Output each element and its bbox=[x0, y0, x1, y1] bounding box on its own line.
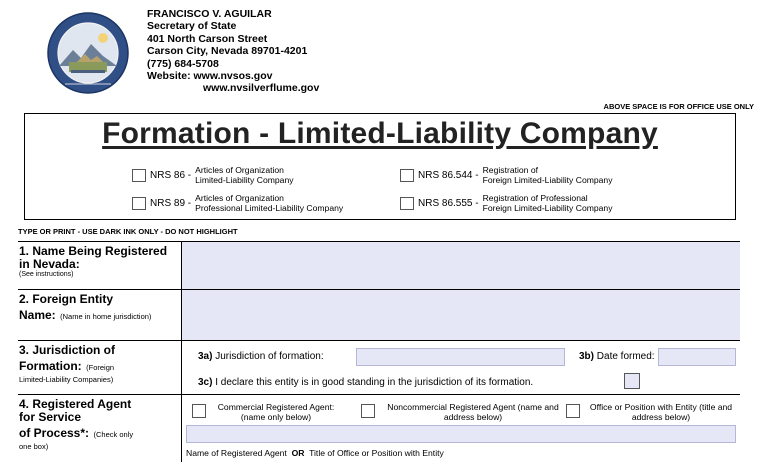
nrs-86-description bbox=[195, 165, 293, 185]
option-nrs-86-544[interactable] bbox=[400, 165, 613, 185]
good-standing-checkbox[interactable] bbox=[624, 373, 640, 389]
nrs-86-555-code: NRS 86.555 - bbox=[418, 197, 479, 209]
item-3b-number: 3b) bbox=[579, 351, 594, 362]
section-3-title: 3. Jurisdiction of bbox=[19, 343, 116, 357]
secretary-name: FRANCISCO V. AGUILAR bbox=[147, 8, 272, 20]
caption-or: OR bbox=[291, 448, 305, 458]
item-3c-number: 3c) bbox=[198, 377, 213, 388]
foreign-entity-name-field[interactable] bbox=[182, 290, 740, 340]
section-2-title-2: Name: bbox=[19, 308, 56, 322]
caption-agent-name: Name of Registered Agent bbox=[186, 448, 287, 458]
nrs-86-544-description bbox=[483, 165, 613, 185]
nrs-89-checkbox[interactable] bbox=[132, 197, 146, 210]
nrs-86-checkbox[interactable] bbox=[132, 169, 146, 182]
section-1-label bbox=[18, 242, 182, 289]
nrs-86-line2: Limited-Liability Company bbox=[195, 175, 294, 185]
nrs-89-line2: Professional Limited-Liability Company bbox=[195, 203, 344, 213]
section-4-title: 4. Registered Agent for Service bbox=[19, 397, 132, 424]
office-position-checkbox[interactable] bbox=[566, 404, 580, 418]
date-formed-label bbox=[579, 351, 655, 362]
form-title-box bbox=[24, 113, 736, 220]
date-formed-input[interactable] bbox=[658, 348, 736, 366]
nrs-86-code: NRS 86 - bbox=[150, 169, 192, 181]
entity-name-field[interactable] bbox=[182, 242, 740, 289]
caption-title-of-office: Title of Office or Position with Entity bbox=[309, 448, 444, 458]
website-line-2: www.nvsilverflume.gov bbox=[203, 82, 320, 95]
section-3-note-a: (Foreign bbox=[86, 363, 115, 372]
section-2-title: 2. Foreign Entity bbox=[19, 292, 114, 306]
secretary-of-state-header bbox=[147, 8, 319, 95]
jurisdiction-label bbox=[198, 351, 324, 362]
option-nrs-89[interactable] bbox=[132, 193, 343, 213]
section-3-row bbox=[18, 340, 740, 394]
type-or-print-note: TYPE OR PRINT - USE DARK INK ONLY - DO NOT HIGHLIGHT bbox=[18, 227, 238, 236]
section-4-row bbox=[18, 394, 740, 462]
section-3-title-2: Formation: bbox=[19, 359, 82, 373]
nrs-89-code: NRS 89 - bbox=[150, 197, 192, 209]
nrs-86-544-code: NRS 86.544 - bbox=[418, 169, 479, 181]
section-4-note-a: (Check only bbox=[93, 430, 134, 439]
nrs-86-555-line2: Foreign Limited-Liability Company bbox=[482, 203, 613, 213]
office-position-label: Office or Position with Entity (title and address below) bbox=[589, 402, 733, 422]
noncommercial-agent-label: Noncommercial Registered Agent (name and address below) bbox=[387, 402, 559, 422]
nrs-86-555-checkbox[interactable] bbox=[400, 197, 414, 210]
registered-agent-caption bbox=[186, 448, 444, 458]
nrs-89-description bbox=[195, 193, 343, 213]
commercial-agent-checkbox[interactable] bbox=[192, 404, 206, 418]
office-use-note: ABOVE SPACE IS FOR OFFICE USE ONLY bbox=[603, 102, 754, 111]
office-title: Secretary of State bbox=[147, 20, 237, 33]
nrs-86-555-line1: Registration of Professional bbox=[482, 193, 588, 203]
item-3a-number: 3a) bbox=[198, 351, 213, 362]
website-line: Website: www.nvsos.gov bbox=[147, 70, 273, 83]
nrs-86-555-description bbox=[483, 193, 613, 213]
nevada-state-seal bbox=[47, 12, 129, 94]
noncommercial-agent-checkbox[interactable] bbox=[361, 404, 375, 418]
option-nrs-86[interactable] bbox=[132, 165, 294, 185]
item-3a-text: Jurisdiction of formation: bbox=[215, 351, 324, 362]
section-1-note: (See instructions) bbox=[19, 271, 74, 278]
section-3-note-b: Limited-Liability Companies) bbox=[19, 375, 114, 384]
section-1-row bbox=[18, 241, 740, 289]
nrs-89-line1: Articles of Organization bbox=[195, 193, 284, 203]
nrs-86-544-checkbox[interactable] bbox=[400, 169, 414, 182]
section-4-note-b: one box) bbox=[19, 442, 49, 451]
section-2-row bbox=[18, 289, 740, 340]
section-3-label bbox=[18, 341, 182, 394]
commercial-agent-label: Commercial Registered Agent:(name only below) bbox=[217, 402, 335, 422]
good-standing-statement bbox=[198, 377, 533, 388]
street-address: 401 North Carson Street bbox=[147, 32, 268, 45]
nrs-86-544-line2: Foreign Limited-Liability Company bbox=[482, 175, 613, 185]
phone-number: (775) 684-5708 bbox=[147, 57, 219, 70]
jurisdiction-input[interactable] bbox=[356, 348, 565, 366]
item-3b-text: Date formed: bbox=[596, 351, 655, 362]
item-3c-text: I declare this entity is in good standing in the jurisdiction of its formation. bbox=[215, 377, 534, 388]
section-1-title: 1. Name Being Registered in Nevada: bbox=[19, 244, 168, 271]
section-4-label bbox=[18, 395, 182, 462]
section-4-title-2: of Process*: bbox=[19, 426, 90, 440]
city-address: Carson City, Nevada 89701-4201 bbox=[147, 45, 308, 58]
form-title: Formation - Limited-Liability Company bbox=[102, 117, 658, 150]
section-2-label bbox=[18, 290, 182, 340]
option-nrs-86-555[interactable] bbox=[400, 193, 613, 213]
nrs-86-544-line1: Registration of bbox=[482, 165, 539, 175]
section-2-note: (Name in home jurisdiction) bbox=[60, 312, 152, 321]
nrs-86-line1: Articles of Organization bbox=[195, 165, 284, 175]
registered-agent-name-input[interactable] bbox=[186, 425, 736, 443]
